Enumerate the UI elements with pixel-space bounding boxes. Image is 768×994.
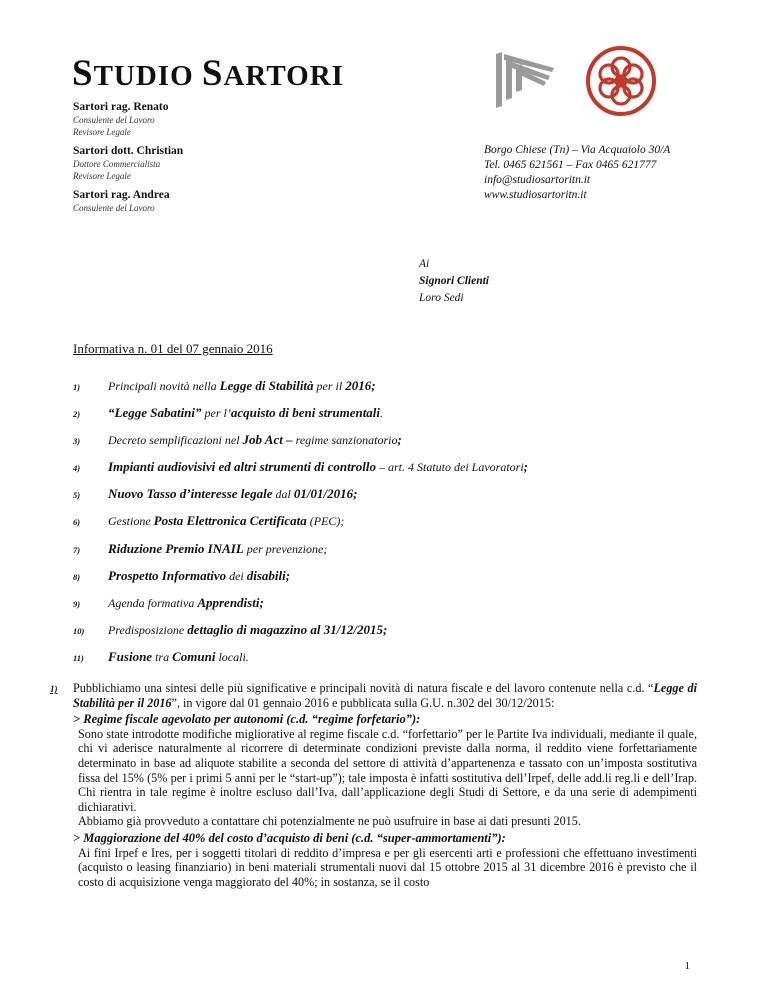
staff-name: Sartori rag. Andrea <box>73 189 170 201</box>
toc-item-text: Principali novità nella Legge di Stabilità per il 2016; <box>108 378 376 393</box>
staff-name: Sartori rag. Renato <box>73 101 169 113</box>
staff-list <box>73 100 183 214</box>
toc-item-number: 7) <box>73 544 81 555</box>
phone-fax: Tel. 0465 621561 – Fax 0465 621777 <box>484 159 657 171</box>
toc-item-text: Predisposizione dettaglio di magazzino al 31/12/2015; <box>108 621 388 637</box>
document-title: Informativa n. 01 del 07 gennaio 2016 <box>73 341 273 356</box>
toc-item-text: Agenda formativa Apprendisti; <box>108 594 264 610</box>
section-1 <box>50 681 697 889</box>
section-number: 1) <box>50 684 58 694</box>
order-seal-icon <box>585 45 657 121</box>
staff-role: Revisore Legale <box>73 127 131 137</box>
address: Borgo Chiese (Tn) – Via Acquaiolo 30/A <box>484 144 671 156</box>
toc-item-number: 9) <box>73 598 81 609</box>
recipient-place: Loro Sedi <box>419 292 464 304</box>
toc-item-number: 10) <box>73 625 85 636</box>
staff-role: Revisore Legale <box>73 171 131 181</box>
toc-item-number: 5) <box>73 490 81 501</box>
toc-item-number: 6) <box>73 517 81 528</box>
toc-item-text: Gestione Posta Elettronica Certificata (PEC); <box>108 513 345 529</box>
toc-item-text: Impianti audiovisivi ed altri strumenti di controllo – art. 4 Statuto dei Lavoratori; <box>108 459 529 475</box>
recipient-block <box>419 256 489 307</box>
toc-item-number: 2) <box>73 409 81 420</box>
section-intro: Pubblichiamo una sintesi delle più significative e principali novità di natura fiscale e del lavoro contenute nella c.d. “Legge di Stabilità per il 2016”, in vigore dal 01 gennaio 2016 e pubblicata sulla G.U. n.302 del 30/12/2015: <box>73 681 697 710</box>
subheading: > Regime fiscale agevolato per autonomi (c.d. “regime forfetario”): <box>73 712 421 727</box>
staff-role: Dottore Commercialista <box>73 159 161 169</box>
page-number: 1 <box>684 960 690 972</box>
contact-block <box>484 143 670 203</box>
toc-item-text: Riduzione Premio INAIL per prevenzione; <box>108 540 328 556</box>
toc-item-number: 1) <box>73 382 81 392</box>
staff-role: Consulente del Lavoro <box>73 115 155 125</box>
paragraph: Abbiamo già provveduto a contattare chi potenzialmente ne può usufruire in base ai dati presunti 2015. <box>78 814 581 829</box>
email-link[interactable]: info@studiosartoritn.it <box>484 174 591 186</box>
staff-role: Consulente del Lavoro <box>73 203 155 213</box>
studio-logo-icon <box>492 50 564 114</box>
toc-item-text: Fusione tra Comuni locali. <box>108 648 249 664</box>
toc-item-number: 4) <box>73 463 81 474</box>
toc-item-number: 8) <box>73 571 81 582</box>
toc-item-text: Nuovo Tasso d’interesse legale dal 01/01/2016; <box>108 486 358 502</box>
recipient-to: Ai <box>419 258 430 270</box>
toc-item-text: Decreto semplificazioni nel Job Act – regime sanzionatorio; <box>108 432 402 448</box>
recipient-name: Signori Clienti <box>419 275 489 287</box>
toc-item-number: 11) <box>73 652 84 663</box>
paragraph: Sono state introdotte modifiche migliorative al regime fiscale c.d. “forfettario” per le Partite Iva individuali, mediante il quale, chi vi aderisce naturalmente al ricorrere di determinate condizioni previste dalla norma, il reddito viene forfettariamente determinato in base ad aliquote stabilite a seconda del settore di attività d’appartenenza e tassato con un’imposta sostitutiva fissa del 15% (5% per i primi 5 anni per le “start-up”); tale imposta è infatti sostitutiva dell’Irpef, delle add.li reg.li e dell’Irap. Chi rientra in tale regime è inoltre escluso dall’Iva, dall’applicazione degli Studi di Settore, e da una serie di adempimenti dichiarativi. <box>78 726 697 814</box>
paragraph: Ai fini Irpef e Ires, per i soggetti titolari di reddito d’impresa e per gli esercenti arti e professioni che effettuano investimenti (acquisto o leasing finanziario) in beni materiali strumentali nuovi dal 15 ottobre 2015 al 31 dicembre 2016 è previsto che il costo di acquisizione venga maggiorato del 40%; in sostanza, se il costo <box>78 845 697 889</box>
staff-name: Sartori dott. Christian <box>73 145 184 157</box>
toc-item-number: 3) <box>73 436 81 447</box>
studio-brand: STUDIO SARTORI <box>72 53 344 94</box>
toc-item-text: Prospetto Informativo dei disabili; <box>108 567 291 583</box>
toc-item-text: “Legge Sabatini” per l’acquisto di beni strumentali. <box>108 405 384 421</box>
website-link[interactable]: www.studiosartoritn.it <box>484 189 587 201</box>
subheading: > Maggiorazione del 40% del costo d’acquisto di beni (c.d. “super-ammortamenti”): <box>73 830 506 845</box>
